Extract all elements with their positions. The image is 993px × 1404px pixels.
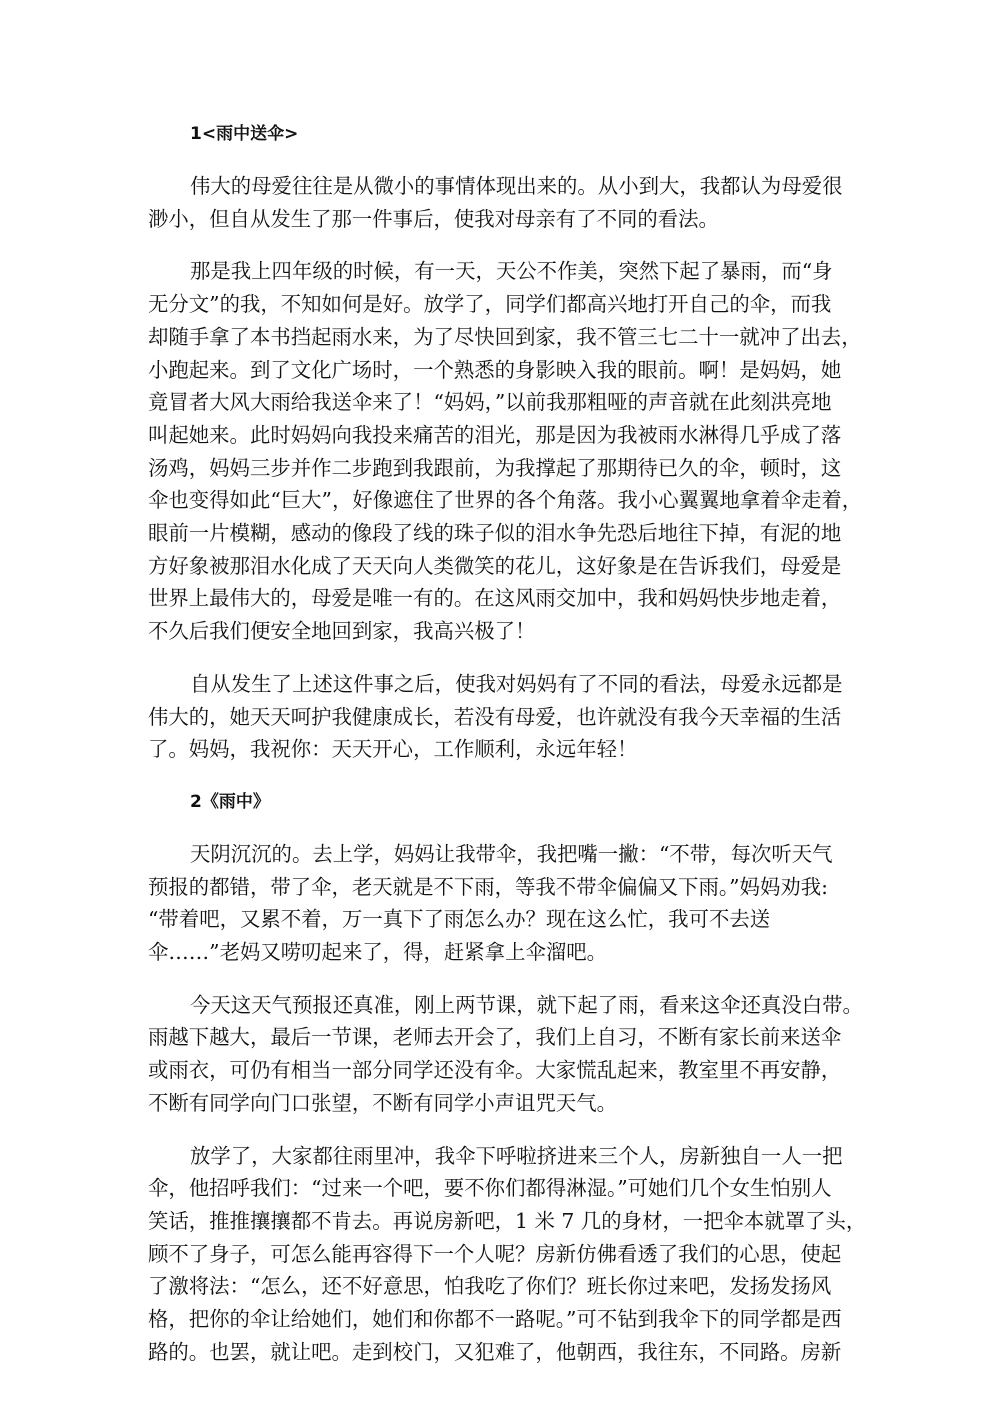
text-line: “带着吧，又累不着，万一真下了雨怎么办？现在这么忙，我可不去送 — [148, 907, 771, 932]
text-line: 世界上最伟大的，母爱是唯一有的。在这风雨交加中，我和妈妈快步地走着， — [148, 586, 842, 611]
paragraph — [148, 838, 863, 969]
text-line: 那是我上四年级的时候，有一天，天公不作美，突然下起了暴雨，而“身 — [190, 259, 833, 284]
text-line: 不久后我们便安全地回到家，我高兴极了！ — [148, 619, 536, 644]
text-line: 伞……”老妈又唠叨起来了，得，赶紧拿上伞溜吧。 — [148, 940, 608, 965]
text-line: 小跑起来。到了文化广场时，一个熟悉的身影映入我的眼前。啊！是妈妈，她 — [148, 357, 842, 382]
paragraph — [148, 989, 863, 1120]
text-line: 不断有同学向门口张望，不断有同学小声诅咒天气。 — [148, 1090, 617, 1115]
text-line: 放学了，大家都往雨里冲，我伞下呼啦挤进来三个人，房新独自一人一把 — [190, 1143, 843, 1168]
text-line: 今天这天气预报还真准，刚上两节课，就下起了雨，看来这伞还真没白带。 — [190, 992, 863, 1017]
section-title: 2《雨中》 — [190, 791, 270, 812]
paragraph — [148, 668, 863, 766]
text-line: 天阴沉沉的。去上学，妈妈让我带伞，我把嘴一撇：“不带，每次听天气 — [190, 841, 833, 866]
document-body — [148, 118, 867, 1389]
text-line: 叫起她来。此时妈妈向我投来痛苦的泪光，那是因为我被雨水淋得几乎成了落 — [148, 422, 842, 447]
text-line: 了激将法：“怎么，还不好意思，怕我吃了你们？班长你过来吧，发扬发扬风 — [148, 1274, 832, 1299]
text-line: 雨越下越大，最后一节课，老师去开会了，我们上自习，不断有家长前来送伞 — [148, 1025, 842, 1050]
text-line: 预报的都错，带了伞，老天就是不下雨，等我不带伞偏偏又下雨。”妈妈劝我: — [148, 874, 828, 899]
text-line: 汤鸡，妈妈三步并作二步跑到我跟前，为我撑起了那期待已久的伞，顿时，这 — [148, 455, 842, 480]
text-line: 路的。也罢，就让吧。走到校门，又犯难了，他朝西，我往东，不同路。房新 — [148, 1339, 842, 1364]
text-line: 眼前一片模糊，感动的像段了线的珠子似的泪水争先恐后地往下掉，有泥的地 — [148, 521, 842, 546]
text-line: 无分文”的我，不知如何是好。放学了，同学们都高兴地打开自己的伞，而我 — [148, 292, 832, 317]
text-line: 了。妈妈，我祝你：天天开心，工作顺利，永远年轻！ — [148, 737, 638, 762]
paragraph — [148, 170, 863, 235]
text-line: 却随手拿了本书挡起雨水来，为了尽快回到家，我不管三七二十一就冲了出去， — [148, 324, 862, 349]
text-line: 伞，他招呼我们：“过来一个吧，要不你们都得淋湿。”可她们几个女生怕别人 — [148, 1176, 832, 1201]
text-line: 自从发生了上述这件事之后，使我对妈妈有了不同的看法，母爱永远都是 — [190, 671, 843, 696]
text-line: 伟大的母爱往往是从微小的事情体现出来的。从小到大，我都认为母爱很 — [190, 174, 843, 198]
text-line: 渺小，但自从发生了那一件事后，使我对母亲有了不同的看法。 — [148, 206, 719, 231]
text-line: 或雨衣，可仍有相当一部分同学还没有伞。大家慌乱起来，教室里不再安静， — [148, 1058, 842, 1083]
text-line: 方好象被那泪水化成了天天向人类微笑的花儿，这好象是在告诉我们，母爱是 — [148, 553, 842, 578]
text-line: 笑话，推推攘攘都不肯去。再说房新吧，1 米 7 几的身材，一把伞本就罩了头， — [148, 1208, 867, 1233]
text-line: 伞也变得如此“巨大”，好像遮住了世界的各个角落。我小心翼翼地拿着伞走着， — [148, 488, 863, 513]
text-line: 竟冒者大风大雨给我送伞来了！“妈妈，”以前我那粗哑的声音就在此刻洪亮地 — [148, 390, 832, 415]
text-line: 伟大的，她天天呵护我健康成长，若没有母爱，也许就没有我今天幸福的生活 — [148, 704, 842, 729]
text-line: 格，把你的伞让给她们，她们和你都不一路呢。”可不钻到我伞下的同学都是西 — [148, 1307, 842, 1332]
paragraph — [148, 1140, 867, 1369]
paragraph — [148, 255, 863, 647]
text-line: 顾不了身子，可怎么能再容得下一个人呢？房新仿佛看透了我们的心思，使起 — [148, 1241, 842, 1266]
section-title: 1<雨中送伞> — [190, 124, 299, 144]
